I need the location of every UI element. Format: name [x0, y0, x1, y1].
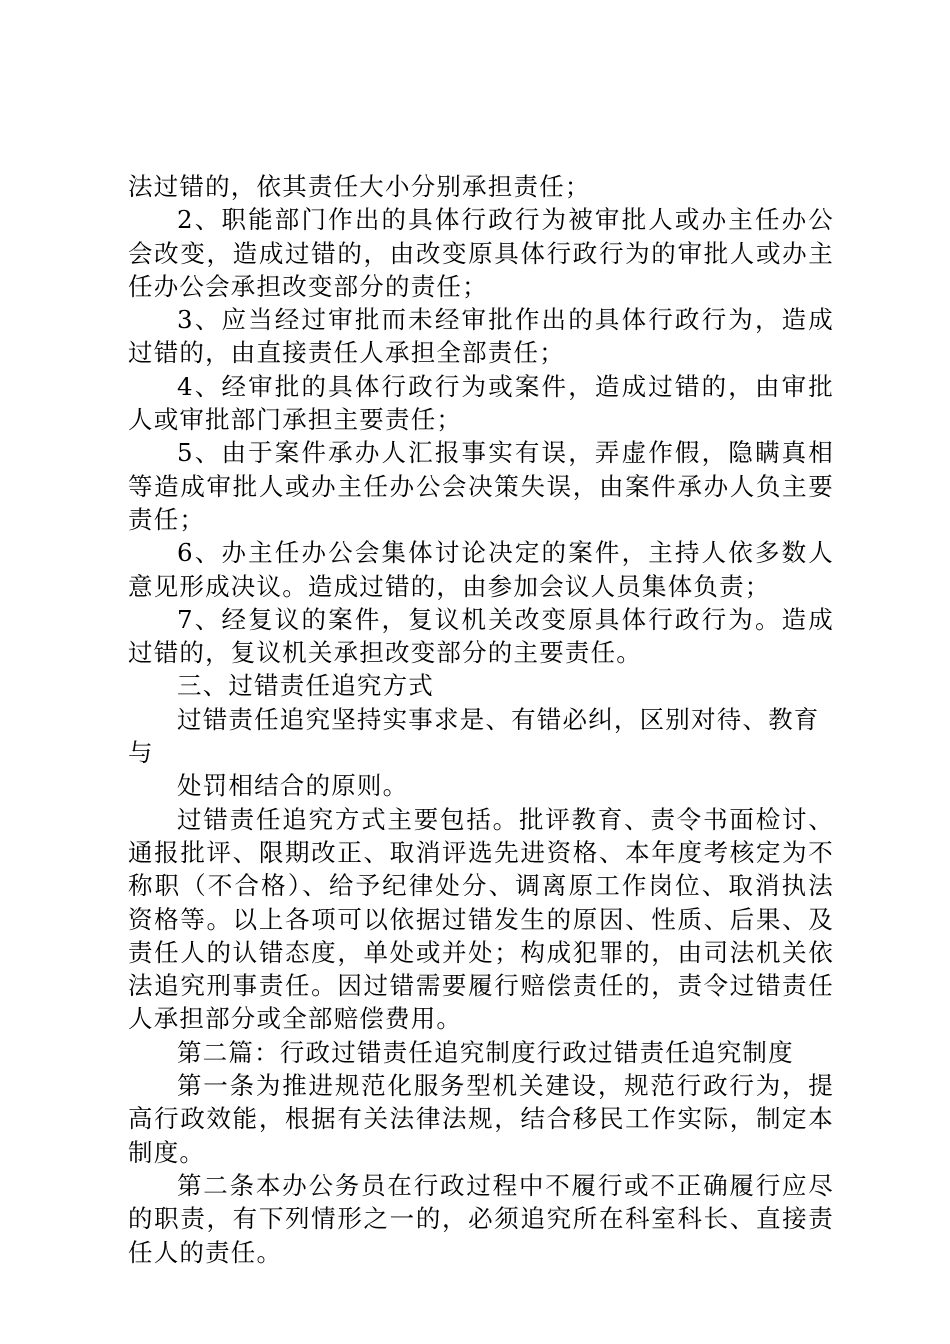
document-body — [128, 170, 834, 1269]
paragraph-article-1: 第一条为推进规范化服务型机关建设，规范行政行为，提高行政效能，根据有关法律法规，结合移民工作实际，制定本制度。 — [128, 1071, 834, 1167]
paragraph-item-2: 2、职能部门作出的具体行政行为被审批人或办主任办公会改变，造成过错的，由改变原具体行政行为的审批人或办主任办公会承担改变部分的责任； — [128, 205, 834, 301]
paragraph-article-2: 第二条本办公务员在行政过程中不履行或不正确履行应尽的职责，有下列情形之一的，必须追究所在科室科长、直接责任人的责任。 — [128, 1170, 834, 1267]
chapter-heading-2: 第二篇：行政过错责任追究制度行政过错责任追究制度 — [177, 1037, 794, 1067]
paragraph-continuation: 法过错的，依其责任大小分别承担责任； — [128, 172, 591, 201]
paragraph-item-4: 4、经审批的具体行政行为或案件，造成过错的，由审批人或审批部门承担主要责任； — [128, 371, 834, 435]
paragraph-item-6: 6、办主任办公会集体讨论决定的案件，主持人依多数人意见形成决议。造成过错的，由参加会议人员集体负责； — [128, 538, 834, 601]
paragraph-methods: 过错责任追究方式主要包括。批评教育、责令书面检讨、通报批评、限期改正、取消评选先进资格、本年度考核定为不称职（不合格）、给予纪律处分、调离原工作岗位、取消执法资格等。以上各项可以依据过错发生的原因、性质、后果、及责任人的认错态度，单处或并处；构成犯罪的，由司法机关依法追究刑事责任。因过错需要履行赔偿责任的，责令过错责任人承担部分或全部赔偿费用。 — [128, 804, 834, 1034]
section-heading-3: 三、过错责任追究方式 — [177, 671, 434, 701]
paragraph-item-3: 3、应当经过审批而未经审批作出的具体行政行为，造成过错的，由直接责任人承担全部责任； — [128, 305, 834, 368]
paragraph-item-7: 7、经复议的案件，复议机关改变原具体行政行为。造成过错的，复议机关承担改变部分的主要责任。 — [128, 604, 834, 668]
paragraph-principle: 过错责任追究坚持实事求是、有错必纠，区别对待、教育与 — [128, 704, 820, 768]
paragraph-item-5: 5、由于案件承办人汇报事实有误，弄虚作假，隐瞒真相等造成审批人或办主任办公会决策失误，由案件承办人负主要责任； — [128, 438, 834, 534]
paragraph-principle-continued: 处罚相结合的原则。 — [177, 771, 409, 801]
